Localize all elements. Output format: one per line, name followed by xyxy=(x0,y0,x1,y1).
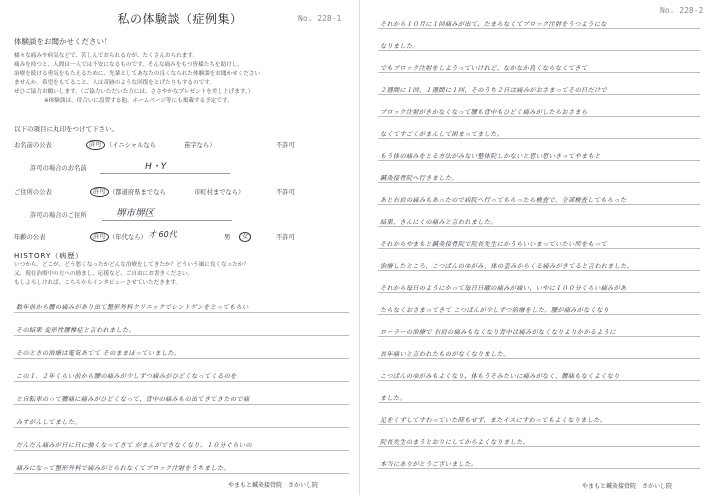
ruled-line xyxy=(378,380,700,381)
handwritten-line: だんだん痛みが日に日に強くなってきて がまんができなくなり、１０分ぐらいの xyxy=(16,442,252,449)
handwritten-line: 院長先生のまうとおりにしてからよくなりました。 xyxy=(380,439,530,446)
ruled-line xyxy=(378,446,700,447)
ruled-line xyxy=(378,270,700,271)
handwritten-line: ローラーの治療で 右肩の痛みもなくなり背中は痛みがなくなりよりかかるように xyxy=(380,329,616,336)
handwritten-line: 本当にありがとうございました。 xyxy=(380,461,478,468)
age-publish-label: 年齢の公表 xyxy=(14,234,46,241)
page-number: No. 228-1 xyxy=(298,14,342,23)
handwritten-line: ２週間に１回、１週間に１回、そのうち２日は痛みがおさまってその日だけで xyxy=(380,87,608,94)
ruled-line xyxy=(14,473,349,474)
ruled-line xyxy=(14,312,349,313)
ruled-line xyxy=(14,335,349,336)
age-value[interactable]: 才 60代 xyxy=(148,230,177,239)
handwritten-line: 鍼灸接骨院へ行きました。 xyxy=(380,175,458,182)
name-initial-option[interactable]: （イニシャルなら xyxy=(106,142,156,149)
name-surname-option[interactable]: 苗字なら） xyxy=(184,142,216,149)
handwritten-line: それからやまもと鍼灸接骨院で院長先生にかうらいいまっていたい所をもって xyxy=(380,241,608,248)
handwritten-line: と自転車のって腰痛に痛みがひどくなって、背中の痛みもの出てきてきたので痛 xyxy=(16,396,250,403)
name-publish-label: お名前の公表 xyxy=(14,142,52,149)
handwritten-line: たらなくおさまってきて こつばんが少しずつ治療をした。腰が痛みがなくなり xyxy=(380,307,610,314)
address-value[interactable]: 堺市堺区 xyxy=(116,208,155,219)
handwritten-line: でもブロック注射をしようっていけれど、なかなか良くならなくてきて xyxy=(380,65,588,72)
ruled-line xyxy=(378,314,700,315)
ruled-line xyxy=(14,427,349,428)
handwritten-line: それから毎日のようにかって毎日日曜の痛みが痛い、いやに１００分くらい痛みがあ xyxy=(380,285,627,292)
address-deny-option[interactable]: 不許可 xyxy=(276,189,295,196)
handwritten-line: ました。 xyxy=(380,395,406,402)
handwritten-line: あと右肩の痛みもあったので病院へ行ってもらったら検査で、全部検査してもらった xyxy=(380,197,627,204)
ruled-line xyxy=(378,116,700,117)
gender-male-option[interactable]: 男 xyxy=(224,234,231,241)
handwritten-line: こつばんのゆがみもよくなり、体もうそみたいに痛みがなく、腰痛もなくよくなり xyxy=(380,373,620,380)
handwritten-line: ブロック注射がきかなくなって腰も背中もひどく痛みがしたらおさまら xyxy=(380,109,588,116)
handwritten-line: 痛みになって整形外科で痛みがとられなくてブロック注射をうちました。 xyxy=(16,465,230,472)
history-intro xyxy=(14,261,349,288)
handwritten-line: なくてすごくがまんして困まってました。 xyxy=(380,131,504,138)
handwritten-line: もう体の痛みをとる方法がみない整体院しかないと思い思いきってやまもと xyxy=(380,153,601,160)
ruled-line xyxy=(378,402,700,403)
history-intro-line: 又、現在治療中の方への励まし、応援など、ご自由にお書きください。 xyxy=(14,271,194,277)
ruled-line xyxy=(378,138,700,139)
name-deny-option[interactable]: 不許可 xyxy=(276,142,295,149)
intro-line: ぜひご協力お願いします。（ご協力いただいた方には、ささやかなプレゼントを差し上げます。） xyxy=(14,89,254,95)
handwritten-line: 足をくずしてすわっていた時もせず、またイスにすわってもよくなりました。 xyxy=(380,417,607,424)
ruled-line xyxy=(378,226,700,227)
intro-line: ませんか。希望をもてること、人は奇跡のような回復をとげたりもするのです。 xyxy=(14,80,215,86)
ruled-line xyxy=(14,358,349,359)
handwritten-line: 結果、きんにくの痛みと言われました。 xyxy=(380,219,497,226)
age-allow-option[interactable]: 許可 xyxy=(90,232,109,242)
footer-clinic-name: やまもと鍼灸接骨院 さかいし院 xyxy=(228,482,319,489)
intro-line: 様々な痛みや病気などで、苦しんでおられる方が、たくさんおられます。 xyxy=(14,53,199,59)
ruled-line xyxy=(378,358,700,359)
history-intro-line: いつから、どこが、どう悪くなったかどんな治療をしてきたか？どういう風に良くなったか？ xyxy=(14,262,249,268)
handwritten-line: その結果 変形性腰椎症と言われました。 xyxy=(16,327,136,334)
intro-line: 痛みを持つと、人間は一人では不安になるものです。そんな痛みをもつ皆様たちを助けし、 xyxy=(14,62,243,68)
intro-text xyxy=(14,52,349,106)
ruled-line xyxy=(378,204,700,205)
page-number: No. 228-2 xyxy=(660,6,704,15)
address-underline xyxy=(102,219,232,221)
address-allow-option[interactable]: 許可 xyxy=(90,187,109,197)
handwritten-line: 治療したところ、こつばんのゆがみ、体の歪みからくる痛みがきてると言われました。 xyxy=(380,263,634,270)
ruled-line xyxy=(378,182,700,183)
handwritten-line: みすがんしてました。 xyxy=(16,419,81,426)
history-intro-line: もしよろしければ、こちらからインタビューさせていただきます。 xyxy=(14,280,182,286)
handwritten-line: この１．２年くらい前から腰の痛みが少しずつ痛みがひどくなってくるのを xyxy=(16,373,237,380)
age-suffix: （年代なら） xyxy=(109,234,147,241)
handwritten-line: 長年痛いと言われたものがなくなりました。 xyxy=(380,351,510,358)
name-if-label: 許可の場合のお名前 xyxy=(30,165,87,172)
footer-clinic-name: やまもと鍼灸接骨院 さかいし院 xyxy=(582,483,673,490)
ruled-line xyxy=(378,72,700,73)
right-page xyxy=(360,0,710,495)
ruled-line xyxy=(378,292,700,293)
name-value[interactable]: H・Y xyxy=(145,162,167,172)
ruled-line xyxy=(378,28,700,29)
name-allow-option[interactable]: 許可 xyxy=(86,140,105,150)
ruled-line xyxy=(378,94,700,95)
handwritten-line: それから１０月に１回痛みが出て、たまらなくてブロック注射をうつようにな xyxy=(380,21,607,28)
handwritten-line: なりました。 xyxy=(380,43,419,50)
ruled-line xyxy=(14,381,349,382)
ruled-line xyxy=(378,50,700,51)
intro-line: 治療を続ける勇気をもたえるために、先輩としてあなたの良くなられた体験談をお聞かせください xyxy=(14,71,261,77)
page-title: 私の体験談（症例集） xyxy=(117,12,243,26)
name-underline xyxy=(100,172,230,174)
gender-female-option[interactable]: 女 xyxy=(239,232,251,242)
handwritten-line: そのときの治療は電気あてて そのままほっていました。 xyxy=(16,350,181,357)
ruled-line xyxy=(378,424,700,425)
history-title: HISTORY（病歴） xyxy=(14,252,84,260)
ruled-line xyxy=(14,450,349,451)
ruled-line xyxy=(14,404,349,405)
address-publish-label: ご住所の公表 xyxy=(14,189,52,196)
subtitle: 体験談をお聞かせください！ xyxy=(14,37,112,46)
age-deny-option[interactable]: 不許可 xyxy=(276,234,295,241)
ruled-line xyxy=(378,336,700,337)
ruled-line xyxy=(378,468,700,469)
address-city-option[interactable]: 市町村までなら） xyxy=(194,189,245,196)
address-pref-option[interactable]: （都道府県までなら xyxy=(109,189,166,196)
ruled-line xyxy=(378,160,700,161)
form-intro: 以下の項目に丸印をつけて下さい。 xyxy=(14,125,118,133)
handwritten-line: 数年前から腰の痛みがあり出て整形外科クリニックでレントゲンをとってもらい xyxy=(16,304,249,311)
address-if-label: 許可の場合のご住所 xyxy=(30,212,87,219)
intro-line: ※体験談は、待合いに設置する他、ホームページ等にも掲載する予定です。 xyxy=(44,98,233,104)
ruled-line xyxy=(378,248,700,249)
